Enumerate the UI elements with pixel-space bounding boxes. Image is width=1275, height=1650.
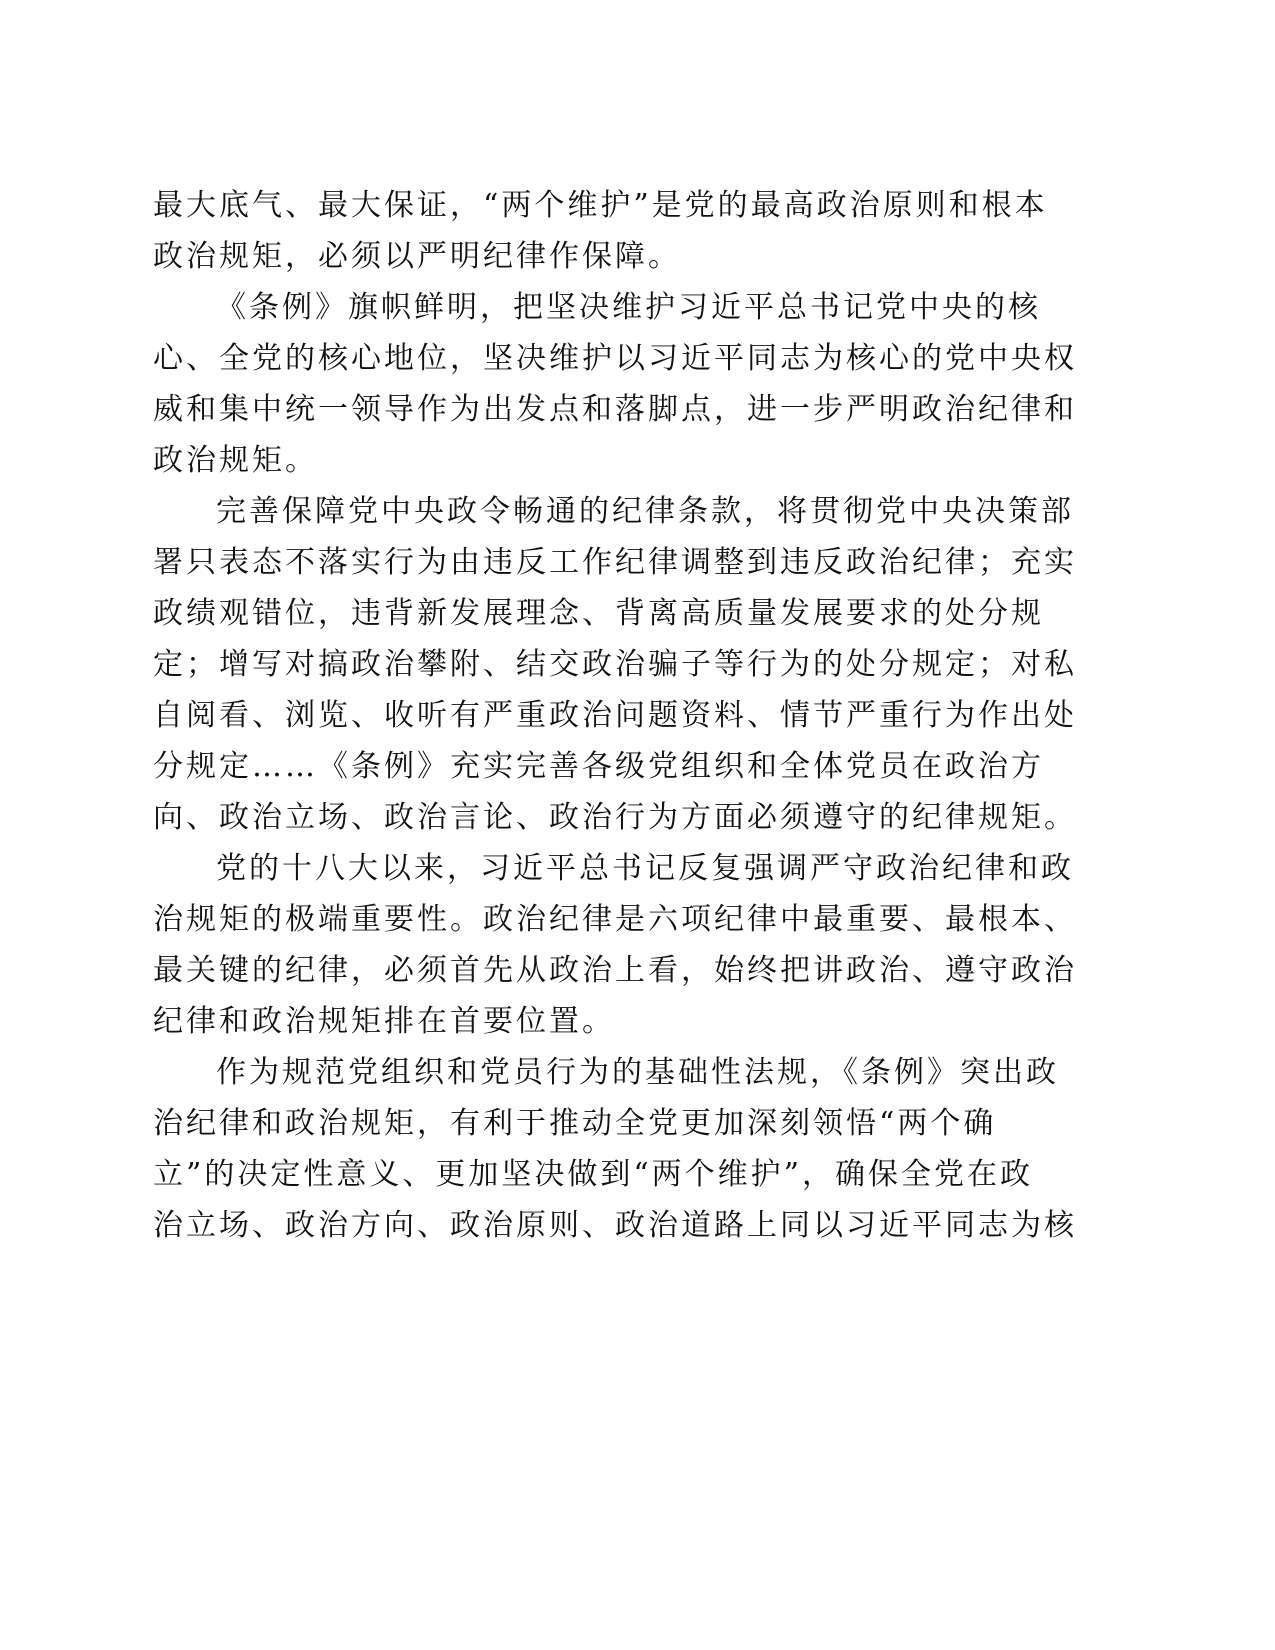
text-line: 治立场、政治方向、政治原则、政治道路上同以习近平同志为核 [153,1208,1077,1243]
paragraph-first-line: 《条例》旗帜鲜明，把坚决维护习近平总书记党中央的核 [216,290,1041,325]
document-body [153,180,1093,1251]
text-line: 立”的决定性意义、更加坚决做到“两个维护”，确保全党在政 [153,1157,1034,1192]
paragraph-first-line: 作为规范党组织和党员行为的基础性法规，《条例》突出政 [216,1055,1059,1090]
text-line: 纪律和政治规矩排在首要位置。 [153,1004,615,1039]
text-line: 自阅看、浏览、收听有严重政治问题资料、情节严重行为作出处 [153,698,1077,733]
text-line: 向、政治立场、政治言论、政治行为方面必须遵守的纪律规矩。 [153,800,1077,835]
text-line: 分规定……《条例》充实完善各级党组织和全体党员在政治方 [153,749,1044,784]
text-line: 威和集中统一领导作为出发点和落脚点，进一步严明政治纪律和 [153,392,1077,427]
text-line: 政绩观错位，违背新发展理念、背离高质量发展要求的处分规 [153,596,1044,631]
text-line: 定；增写对搞政治攀附、结交政治骗子等行为的处分规定；对私 [153,647,1077,682]
text-line: 最关键的纪律，必须首先从政治上看，始终把讲政治、遵守政治 [153,953,1077,988]
text-line: 心、全党的核心地位，坚决维护以习近平同志为核心的党中央权 [153,341,1077,376]
text-line: 政治规矩。 [153,443,318,478]
text-line: 署只表态不落实行为由违反工作纪律调整到违反政治纪律；充实 [153,545,1077,580]
text-line: 政治规矩，必须以严明纪律作保障。 [153,239,681,274]
paragraph-first-line: 党的十八大以来，习近平总书记反复强调严守政治纪律和政 [216,851,1074,886]
text-line: 最大底气、最大保证，“两个维护”是党的最高政治原则和根本 [153,188,1048,223]
text-line: 治规矩的极端重要性。政治纪律是六项纪律中最重要、最根本、 [153,902,1077,937]
paragraph-first-line: 完善保障党中央政令畅通的纪律条款，将贯彻党中央决策部 [216,494,1074,529]
text-line: 治纪律和政治规矩，有利于推动全党更加深刻领悟“两个确 [153,1106,997,1141]
